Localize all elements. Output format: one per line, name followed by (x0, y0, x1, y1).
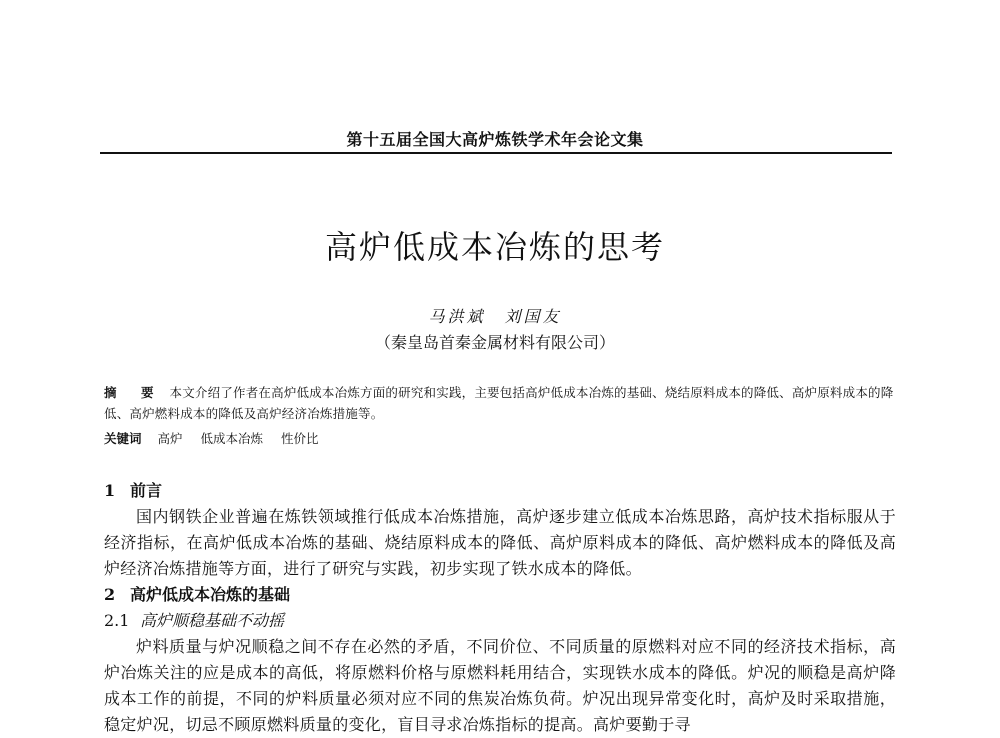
keyword: 高炉 (157, 431, 183, 446)
subsection-title: 高炉顺稳基础不动摇 (140, 611, 285, 630)
abstract (104, 382, 894, 424)
subsection-heading-2-1 (104, 608, 896, 634)
authors: 马洪斌 刘国友 (428, 307, 562, 326)
running-header: 第十五届全国大高炉炼铁学术年会论文集 (346, 130, 644, 149)
abstract-text: 本文介绍了作者在高炉低成本冶炼方面的研究和实践，主要包括高炉低成本冶炼的基础、烧结原料成本的降低、高炉原料成本的降低、高炉燃料成本的降低及高炉经济冶炼措施等。 (104, 385, 894, 421)
section-title: 前言 (130, 481, 163, 500)
keywords-label: 关键词 (104, 431, 142, 446)
section-heading-2 (104, 582, 896, 608)
body-text (104, 478, 896, 738)
section-number: 1 (104, 481, 116, 500)
paragraph-intro: 国内钢铁企业普遍在炼铁领域推行低成本冶炼措施，高炉逐步建立低成本冶炼思路，高炉技术指标服从于经济指标，在高炉低成本冶炼的基础、烧结原料成本的降低、高炉原料成本的降低、高炉燃料成本的降低及高炉经济冶炼措施等方面，进行了研究与实践，初步实现了铁水成本的降低。 (104, 507, 896, 578)
section-heading-1 (104, 478, 896, 504)
paragraph-2-1: 炉料质量与炉况顺稳之间不存在必然的矛盾，不同价位、不同质量的原燃料对应不同的经济技术指标，高炉冶炼关注的应是成本的高低，将原燃料价格与原燃料耗用结合，实现铁水成本的降低。炉况的顺稳是高炉降成本工作的前提，不同的炉料质量必须对应不同的焦炭冶炼负荷。炉况出现异常变化时，高炉及时采取措施，稳定炉况，切忌不顾原燃料质量的变化，盲目寻求冶炼指标的提高。高炉要勤于寻 (104, 637, 896, 734)
header-rule (100, 152, 892, 154)
keyword: 性价比 (281, 431, 319, 446)
paper-title: 高炉低成本冶炼的思考 (324, 228, 665, 266)
keyword: 低成本冶炼 (200, 431, 264, 446)
section-number: 2 (104, 585, 116, 604)
affiliation: （秦皇岛首秦金属材料有限公司） (374, 333, 615, 352)
abstract-label: 摘 要 (104, 385, 160, 400)
section-title: 高炉低成本冶炼的基础 (130, 585, 291, 604)
keywords (104, 429, 894, 449)
subsection-number: 2.1 (104, 611, 130, 630)
